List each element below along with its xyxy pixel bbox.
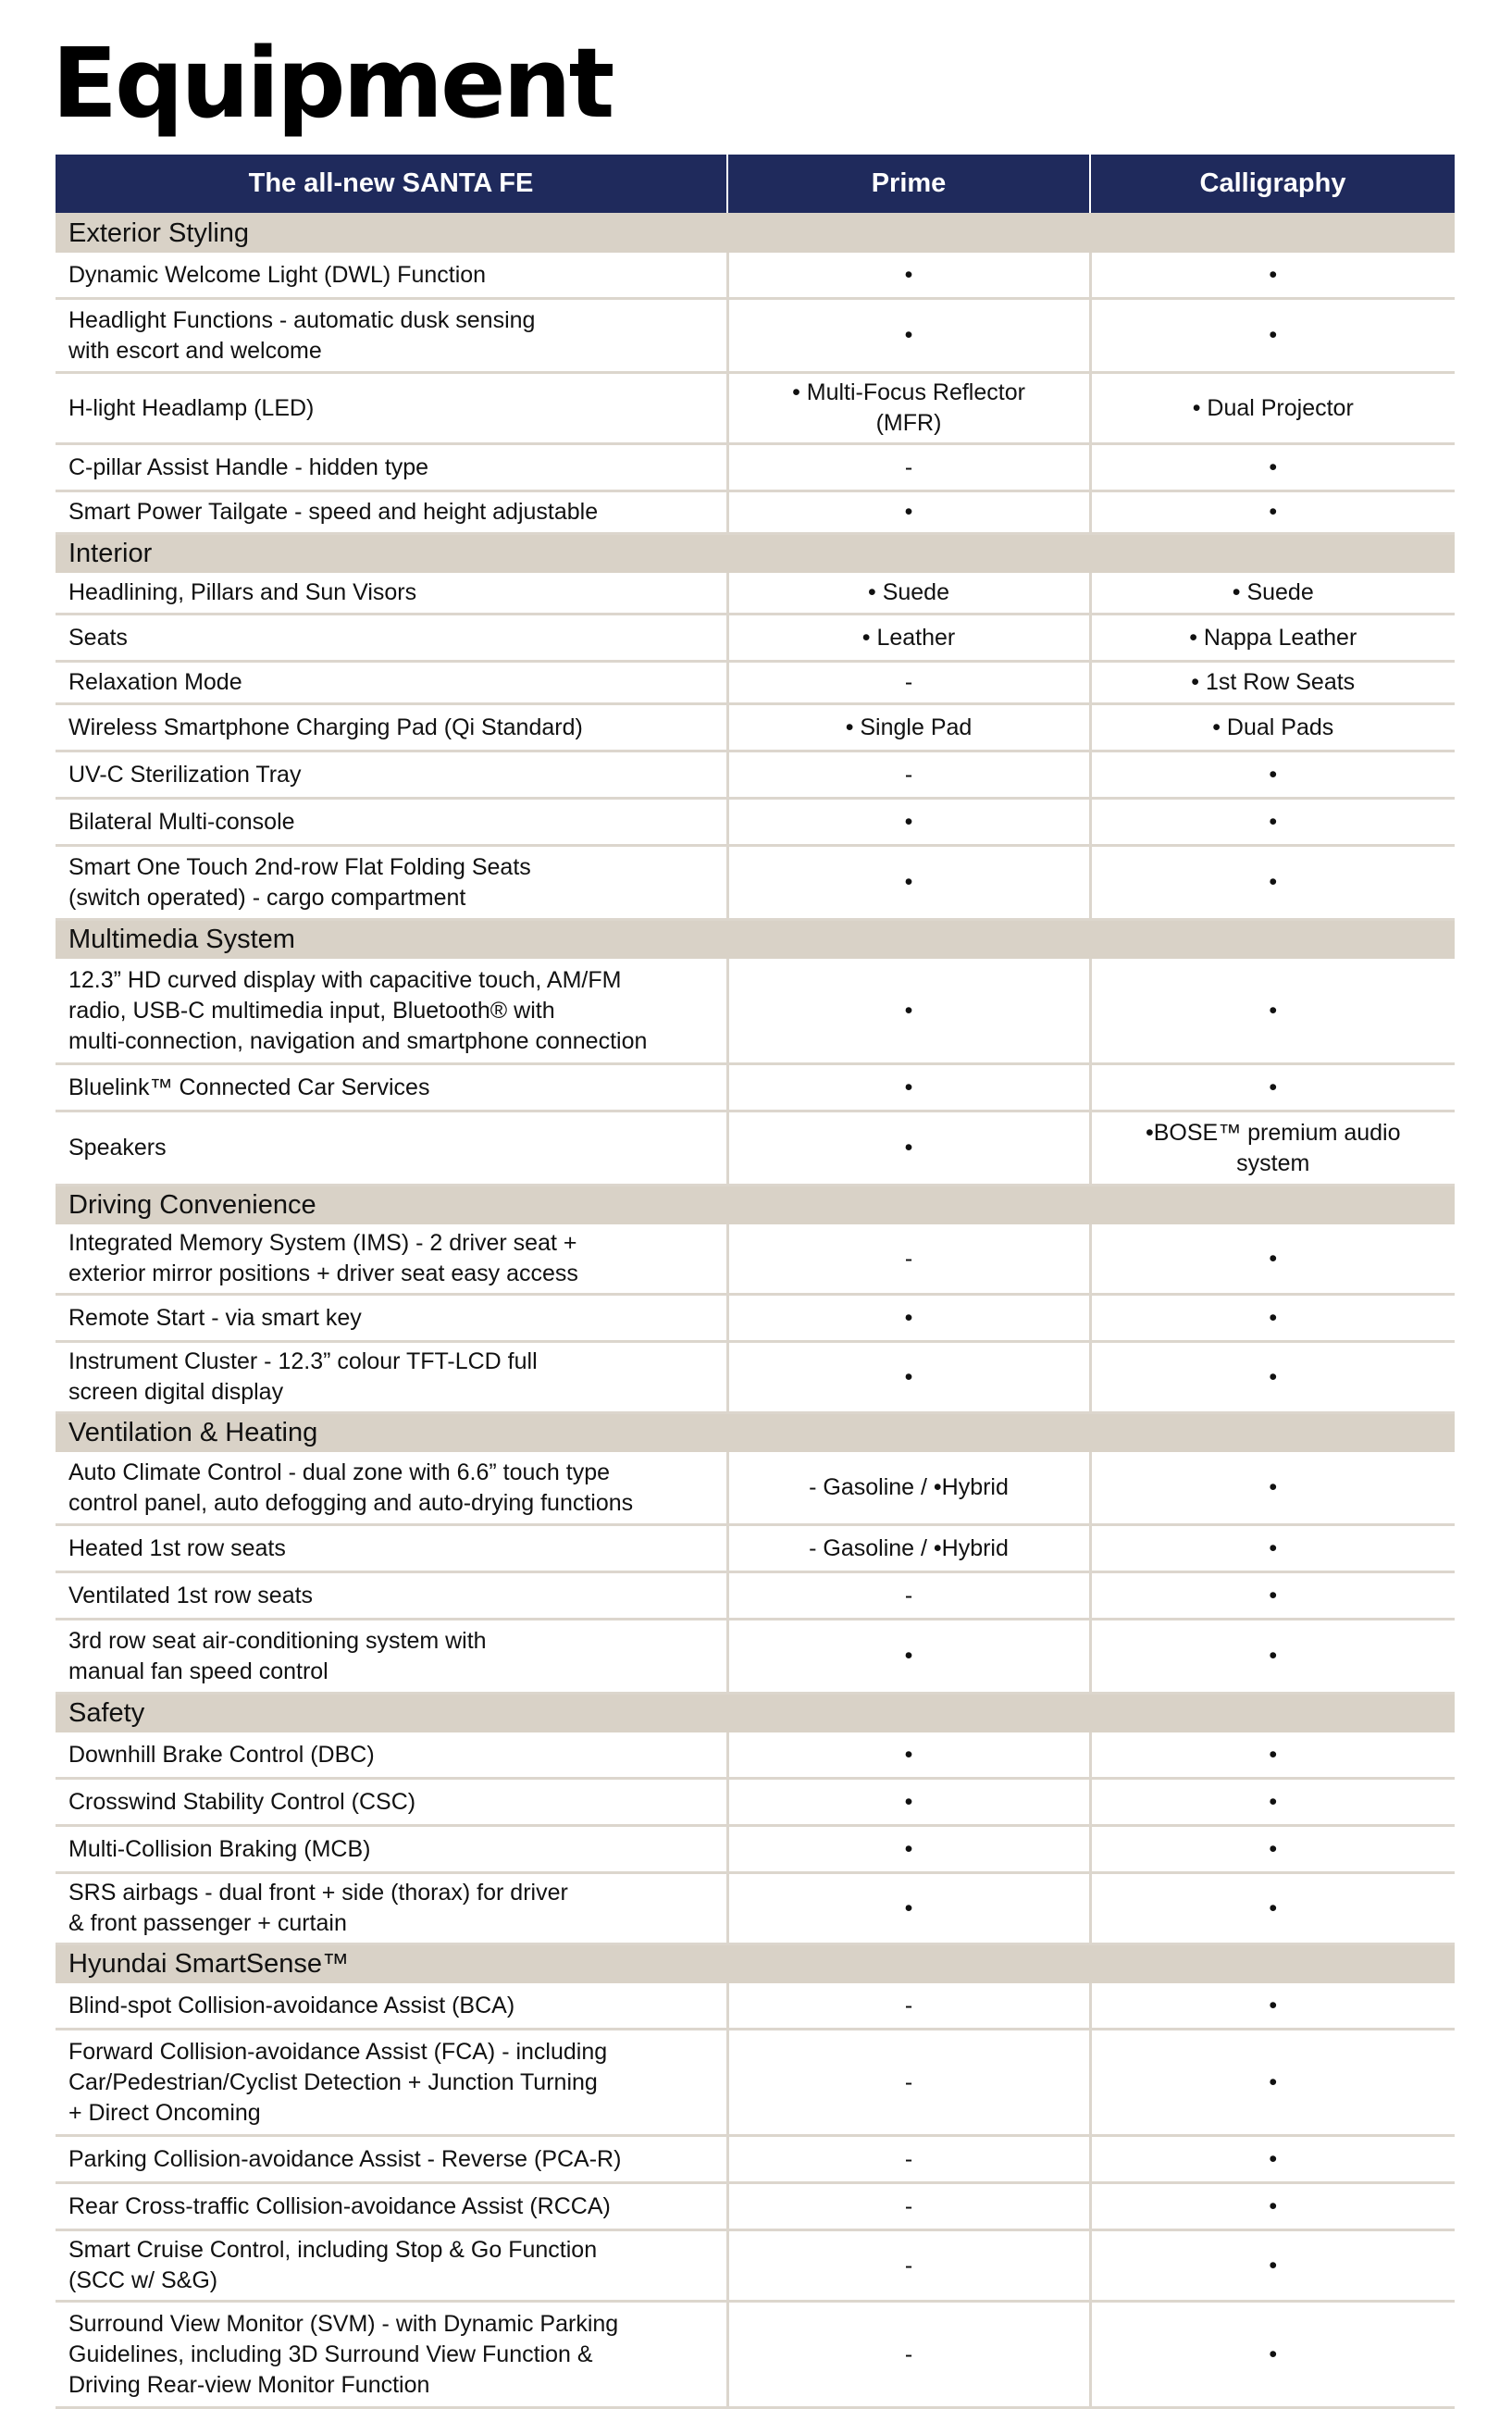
calligraphy-value-cell: • Suede	[1090, 573, 1455, 615]
prime-value-cell: -	[727, 1224, 1090, 1295]
equipment-table	[56, 155, 1455, 2409]
calligraphy-value-cell: •	[1090, 2230, 1455, 2302]
prime-value-cell: •	[727, 1620, 1090, 1694]
calligraphy-value-cell: •	[1090, 1826, 1455, 1873]
calligraphy-value-cell: • Dual Pads	[1090, 704, 1455, 751]
prime-value-cell: - Gasoline / •Hybrid	[727, 1525, 1090, 1572]
prime-value-cell: •	[727, 1111, 1090, 1186]
section-title: Exterior Styling	[56, 214, 1455, 253]
feature-cell: Forward Collision-avoidance Assist (FCA) - including Car/Pedestrian/Cyclist Detection + Junction Turning + Direct Oncoming	[56, 2030, 727, 2136]
calligraphy-value-cell: •	[1090, 1779, 1455, 1826]
calligraphy-value-cell: •	[1090, 1873, 1455, 1944]
table-row	[56, 615, 1455, 662]
calligraphy-value-cell: •	[1090, 751, 1455, 799]
feature-cell: Downhill Brake Control (DBC)	[56, 1732, 727, 1779]
table-row	[56, 1779, 1455, 1826]
section-header-row	[56, 920, 1455, 960]
calligraphy-value-cell: •	[1090, 253, 1455, 299]
section-header-row	[56, 534, 1455, 574]
table-row	[56, 2030, 1455, 2136]
table-row	[56, 1224, 1455, 1295]
table-row	[56, 2302, 1455, 2408]
calligraphy-value-cell: •	[1090, 1295, 1455, 1342]
calligraphy-value-cell: •	[1090, 959, 1455, 1064]
table-row	[56, 253, 1455, 299]
table-row	[56, 491, 1455, 534]
table-row	[56, 704, 1455, 751]
table-row	[56, 846, 1455, 920]
prime-value-cell: •	[727, 1732, 1090, 1779]
feature-cell: Relaxation Mode	[56, 662, 727, 704]
table-row	[56, 1826, 1455, 1873]
feature-cell: Wireless Smartphone Charging Pad (Qi Standard)	[56, 704, 727, 751]
calligraphy-value-cell: •	[1090, 1342, 1455, 1413]
calligraphy-value-cell: •BOSE™ premium audio system	[1090, 1111, 1455, 1186]
prime-value-cell: •	[727, 846, 1090, 920]
calligraphy-value-cell: •	[1090, 2302, 1455, 2408]
section-title: Ventilation & Heating	[56, 1413, 1455, 1453]
prime-value-cell: • Suede	[727, 573, 1090, 615]
table-row	[56, 1064, 1455, 1111]
table-row	[56, 2230, 1455, 2302]
feature-cell: Dynamic Welcome Light (DWL) Function	[56, 253, 727, 299]
table-row	[56, 1295, 1455, 1342]
section-title: Multimedia System	[56, 920, 1455, 960]
feature-cell: Instrument Cluster - 12.3” colour TFT-LCD full screen digital display	[56, 1342, 727, 1413]
calligraphy-value-cell: • Dual Projector	[1090, 373, 1455, 444]
table-row	[56, 444, 1455, 491]
section-header-row	[56, 1694, 1455, 1733]
section-header-row	[56, 1944, 1455, 1984]
prime-value-cell: -	[727, 1572, 1090, 1620]
calligraphy-value-cell: •	[1090, 1452, 1455, 1525]
table-row	[56, 1732, 1455, 1779]
calligraphy-value-cell: •	[1090, 444, 1455, 491]
feature-cell: Parking Collision-avoidance Assist - Reverse (PCA-R)	[56, 2136, 727, 2183]
calligraphy-value-cell: • 1st Row Seats	[1090, 662, 1455, 704]
page-title: Equipment	[52, 27, 613, 140]
feature-cell: C-pillar Assist Handle - hidden type	[56, 444, 727, 491]
table-row	[56, 662, 1455, 704]
prime-value-cell: •	[727, 1873, 1090, 1944]
feature-cell: Auto Climate Control - dual zone with 6.6” touch type control panel, auto defogging and auto-drying functions	[56, 1452, 727, 1525]
prime-value-cell: -	[727, 2136, 1090, 2183]
table-row	[56, 1873, 1455, 1944]
calligraphy-value-cell: •	[1090, 1525, 1455, 1572]
calligraphy-value-cell: •	[1090, 1983, 1455, 2030]
table-row	[56, 573, 1455, 615]
section-title: Driving Convenience	[56, 1186, 1455, 1225]
feature-cell: Ventilated 1st row seats	[56, 1572, 727, 1620]
header-model: The all-new SANTA FE	[56, 155, 727, 214]
feature-cell: Remote Start - via smart key	[56, 1295, 727, 1342]
prime-value-cell: •	[727, 1064, 1090, 1111]
prime-value-cell: -	[727, 444, 1090, 491]
prime-value-cell: -	[727, 2183, 1090, 2230]
feature-cell: H-light Headlamp (LED)	[56, 373, 727, 444]
prime-value-cell: •	[727, 491, 1090, 534]
header-prime: Prime	[727, 155, 1090, 214]
calligraphy-value-cell: •	[1090, 491, 1455, 534]
feature-cell: Rear Cross-traffic Collision-avoidance Assist (RCCA)	[56, 2183, 727, 2230]
prime-value-cell: •	[727, 1779, 1090, 1826]
calligraphy-value-cell: •	[1090, 2030, 1455, 2136]
feature-cell: 3rd row seat air-conditioning system with manual fan speed control	[56, 1620, 727, 1694]
calligraphy-value-cell: • Nappa Leather	[1090, 615, 1455, 662]
feature-cell: Multi-Collision Braking (MCB)	[56, 1826, 727, 1873]
feature-cell: 12.3” HD curved display with capacitive touch, AM/FM radio, USB-C multimedia input, Bluetooth® with multi-connection, navigation and smartphone connection	[56, 959, 727, 1064]
feature-cell: Seats	[56, 615, 727, 662]
prime-value-cell: -	[727, 1983, 1090, 2030]
feature-cell: SRS airbags - dual front + side (thorax) for driver & front passenger + curtain	[56, 1873, 727, 1944]
prime-value-cell: - Gasoline / •Hybrid	[727, 1452, 1090, 1525]
table-body	[56, 214, 1455, 2408]
feature-cell: Heated 1st row seats	[56, 1525, 727, 1572]
feature-cell: Bilateral Multi-console	[56, 799, 727, 846]
prime-value-cell: •	[727, 1342, 1090, 1413]
section-title: Hyundai SmartSense™	[56, 1944, 1455, 1984]
prime-value-cell: -	[727, 2302, 1090, 2408]
section-header-row	[56, 214, 1455, 253]
calligraphy-value-cell: •	[1090, 2136, 1455, 2183]
calligraphy-value-cell: •	[1090, 1224, 1455, 1295]
prime-value-cell: •	[727, 299, 1090, 373]
prime-value-cell: -	[727, 662, 1090, 704]
prime-value-cell: -	[727, 2030, 1090, 2136]
calligraphy-value-cell: •	[1090, 799, 1455, 846]
table-row	[56, 1342, 1455, 1413]
feature-cell: Smart Power Tailgate - speed and height adjustable	[56, 491, 727, 534]
table-row	[56, 299, 1455, 373]
calligraphy-value-cell: •	[1090, 1064, 1455, 1111]
feature-cell: Smart One Touch 2nd-row Flat Folding Seats (switch operated) - cargo compartment	[56, 846, 727, 920]
table-row	[56, 751, 1455, 799]
calligraphy-value-cell: •	[1090, 1572, 1455, 1620]
feature-cell: Integrated Memory System (IMS) - 2 driver seat + exterior mirror positions + driver seat easy access	[56, 1224, 727, 1295]
table-row	[56, 2136, 1455, 2183]
prime-value-cell: • Single Pad	[727, 704, 1090, 751]
prime-value-cell: •	[727, 959, 1090, 1064]
table-row	[56, 1620, 1455, 1694]
feature-cell: Headlight Functions - automatic dusk sensing with escort and welcome	[56, 299, 727, 373]
calligraphy-value-cell: •	[1090, 1620, 1455, 1694]
feature-cell: UV-C Sterilization Tray	[56, 751, 727, 799]
calligraphy-value-cell: •	[1090, 846, 1455, 920]
table-row	[56, 1525, 1455, 1572]
feature-cell: Blind-spot Collision-avoidance Assist (BCA)	[56, 1983, 727, 2030]
header-calligraphy: Calligraphy	[1090, 155, 1455, 214]
table-row	[56, 1983, 1455, 2030]
calligraphy-value-cell: •	[1090, 299, 1455, 373]
feature-cell: Surround View Monitor (SVM) - with Dynamic Parking Guidelines, including 3D Surround View Function & Driving Rear-view Monitor Function	[56, 2302, 727, 2408]
section-title: Safety	[56, 1694, 1455, 1733]
section-title: Interior	[56, 534, 1455, 574]
prime-value-cell: -	[727, 751, 1090, 799]
prime-value-cell: •	[727, 253, 1090, 299]
feature-cell: Headlining, Pillars and Sun Visors	[56, 573, 727, 615]
table-row	[56, 1111, 1455, 1186]
prime-value-cell: •	[727, 799, 1090, 846]
feature-cell: Bluelink™ Connected Car Services	[56, 1064, 727, 1111]
section-header-row	[56, 1186, 1455, 1225]
prime-value-cell: •	[727, 1826, 1090, 1873]
prime-value-cell: •	[727, 1295, 1090, 1342]
prime-value-cell: • Multi-Focus Reflector (MFR)	[727, 373, 1090, 444]
feature-cell: Speakers	[56, 1111, 727, 1186]
section-header-row	[56, 1413, 1455, 1453]
table-row	[56, 1572, 1455, 1620]
calligraphy-value-cell: •	[1090, 2183, 1455, 2230]
prime-value-cell: -	[727, 2230, 1090, 2302]
table-row	[56, 1452, 1455, 1525]
table-row	[56, 799, 1455, 846]
table-row	[56, 2183, 1455, 2230]
feature-cell: Smart Cruise Control, including Stop & Go Function (SCC w/ S&G)	[56, 2230, 727, 2302]
calligraphy-value-cell: •	[1090, 1732, 1455, 1779]
table-row	[56, 373, 1455, 444]
table-row	[56, 959, 1455, 1064]
feature-cell: Crosswind Stability Control (CSC)	[56, 1779, 727, 1826]
table-header-row	[56, 155, 1455, 214]
prime-value-cell: • Leather	[727, 615, 1090, 662]
